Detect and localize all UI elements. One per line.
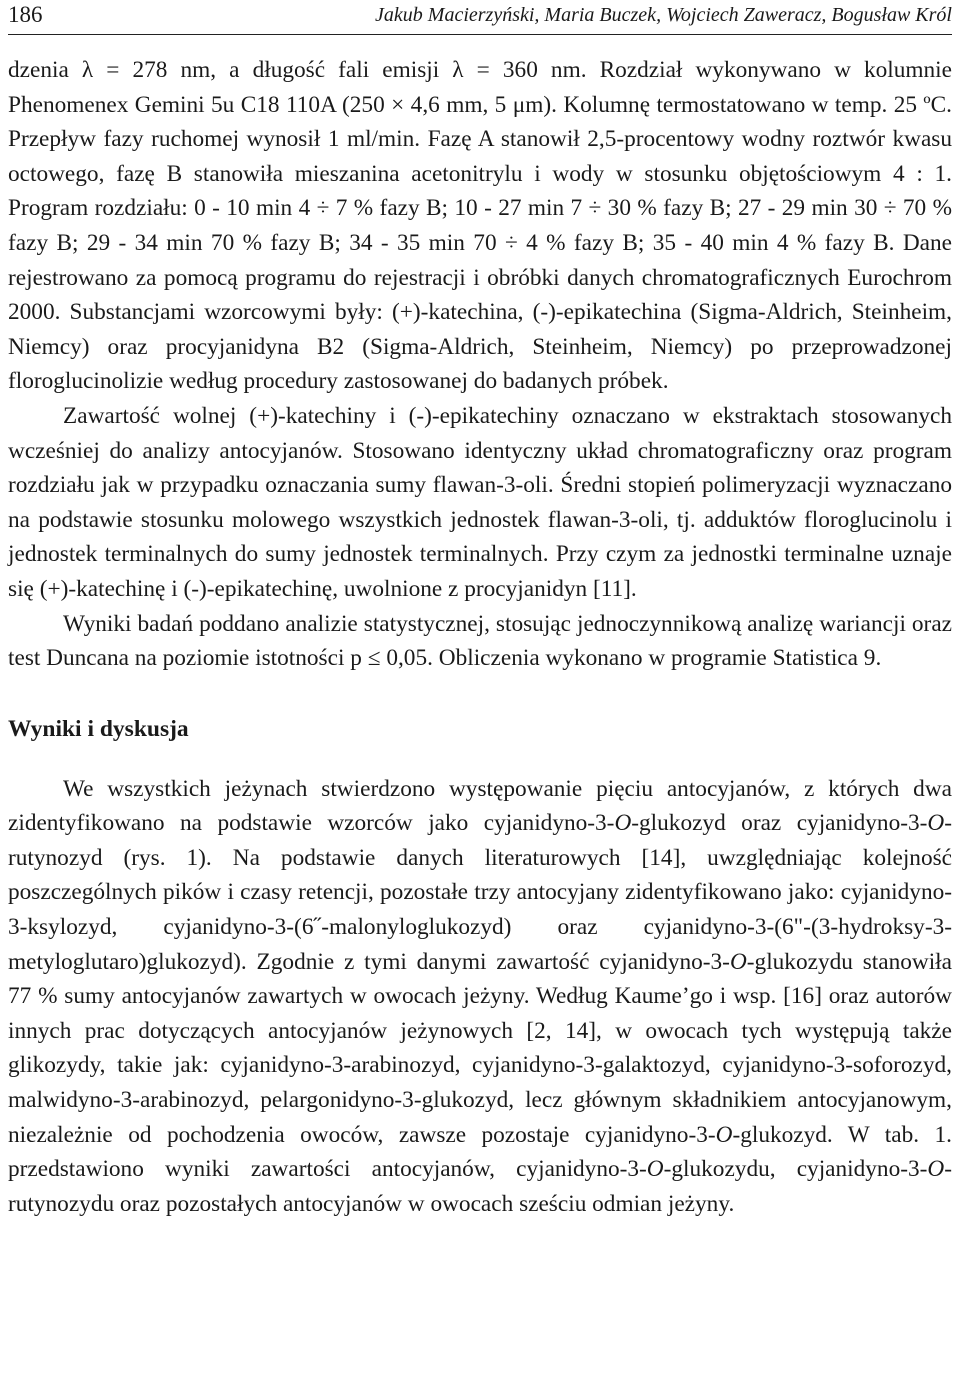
- results-text-1: We wszystkich jeżynach stwierdzono występowanie pięciu antocyjanów, z których dwa zidentyfikowano na podstawie wzorców jako cyjanidyno-3-: [8, 775, 952, 837]
- results-text-6: -glukozydu, cyjanidyno-3-: [663, 1156, 928, 1183]
- running-header: [8, 0, 952, 35]
- italic-o-1: O: [614, 810, 632, 837]
- italic-o-4: O: [715, 1121, 733, 1148]
- paragraph-statistics: Wyniki badań poddano analizie statystycznej, stosując jednoczynnikową analizę wariancji oraz test Duncana na poziomie istotności p ≤ 0,05. Obliczenia wykonano w programie Statistica 9.: [8, 610, 952, 672]
- article-body: [8, 53, 952, 1221]
- section-heading-results: Wyniki i dyskusja: [8, 715, 189, 742]
- paragraph-free-catechins: Zawartość wolnej (+)-katechiny i (-)-epikatechiny oznaczano w ekstraktach stosowanych wcześniej do analizy antocyjanów. Stosowano identyczny układ chromatograficzny oraz program rozdziału jak w przypadku oznaczania sumy flawan-3-oli. Średni stopień polimeryzacji wyznaczano na podstawie stosunku molowego wszystkich jednostek flawan-3-oli, tj. adduktów floroglucinolu i jednostek terminalnych do sumy jednostek terminalnych. Przy czym za jednostki terminalne uznaje się (+)-katechinę i (-)-epikatechinę, uwolnione z procyjanidyn [11].: [8, 402, 952, 602]
- results-text-7: -rutynozydu oraz pozostałych antocyjanów w owocach sześciu odmian jeżyny.: [8, 1156, 952, 1217]
- results-text-4: -glukozydu stanowiła 77 % sumy antocyjanów zawartych w owocach jeżyny. Według Kaume’go i wsp. [16] oraz autorów innych prac dotyczących antocyjanów jeżynowych [2, 14], w owocach tych występują także glikozydy, takie jak: cyjanidyno-3-arabinozyd, cyjanidyno-3-galaktozyd, cyjanidyno-3-soforozyd, malwidyno-3-arabinozyd, pelargonidyno-3-glukozyd, lecz głównym składnikiem antocyjanowym, niezależnie od pochodzenia owoców, zawsze pozostaje cyjanidyno-3-: [8, 948, 952, 1148]
- italic-o-2: O: [927, 810, 945, 837]
- italic-o-6: O: [927, 1156, 945, 1183]
- results-text-2: -glukozyd oraz cyjanidyno-3-: [631, 810, 928, 837]
- italic-o-5: O: [646, 1156, 664, 1183]
- paragraph-results-anthocyanins: [8, 772, 952, 1222]
- page-number: 186: [8, 2, 43, 27]
- running-head-authors: Jakub Macierzyński, Maria Buczek, Wojciech Zaweracz, Bogusław Król: [375, 4, 952, 26]
- results-text-5: -glukozyd. W tab. 1. przedstawiono wyniki zawartości antocyjanów, cyjanidyno-3-: [8, 1121, 952, 1183]
- italic-o-3: O: [729, 948, 747, 975]
- results-text-3: -rutynozyd (rys. 1). Na podstawie danych literaturowych [14], uwzględniając kolejność poszczególnych pików i czasy retencji, pozostałe trzy antocyjany zidentyfikowano jako: cyjanidyno-3-ksylozyd, cyjanidyno-3-(6˝-malonyloglukozyd) oraz cyjanidyno-3-(6"-(3-hydroksy-3-metyloglutaro)glukozyd). Zgodnie z tymi danymi zawartość cyjanidyno-3-: [8, 810, 952, 975]
- paragraph-methods-hplc: dzenia λ = 278 nm, a długość fali emisji λ = 360 nm. Rozdział wykonywano w kolumnie Phenomenex Gemini 5u C18 110A (250 × 4,6 mm, 5 μm). Kolumnę termostatowano w temp. 25 ºC. Przepływ fazy ruchomej wynosił 1 ml/min. Fazę A stanowił 2,5-procentowy wodny roztwór kwasu octowego, fazę B stanowiła mieszanina acetonitrylu i wody w stosunku objętościowym 4 : 1. Program rozdziału: 0 - 10 min 4 ÷ 7 % fazy B; 10 - 27 min 7 ÷ 30 % fazy B; 27 - 29 min 30 ÷ 70 % fazy B; 29 - 34 min 70 % fazy B; 34 - 35 min 70 ÷ 4 % fazy B; 35 - 40 min 4 % fazy B. Dane rejestrowano za pomocą programu do rejestracji i obróbki danych chromatograficznych Eurochrom 2000. Substancjami wzorcowymi były: (+)-katechina, (-)-epikatechina (Sigma-Aldrich, Steinheim, Niemcy) oraz procyjanidyna B2 (Sigma-Aldrich, Steinheim, Niemcy) po przeprowadzonej floroglucinolizie według procedury zastosowanej do badanych próbek.: [8, 57, 952, 395]
